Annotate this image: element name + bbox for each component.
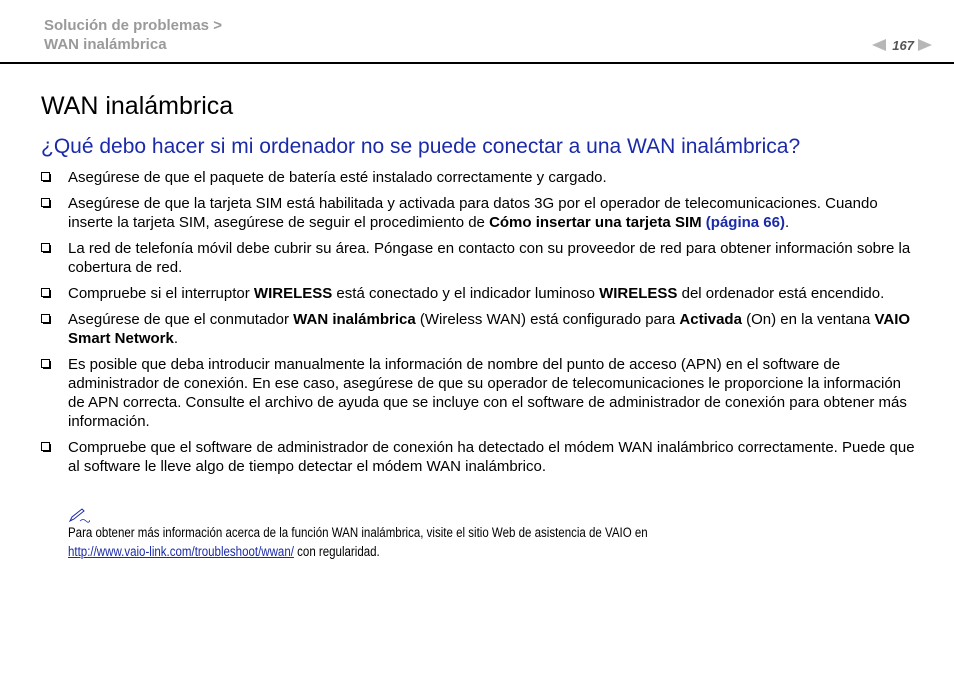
item-bold: Cómo insertar una tarjeta SIM <box>489 214 702 231</box>
item-text: Asegúrese de que el paquete de batería esté instalado correctamente y cargado. <box>68 169 607 186</box>
item-text: Es posible que deba introducir manualmente la información de nombre del punto de acceso (APN) en el software de administrador de conexión. En ese caso, asegúrese de que su operador de telecomunicaciones le proporcione la información de APN correcta. Consulte el archivo de ayuda que se incluye con el software de administrador de conexión para obtener más información. <box>68 356 907 430</box>
item-text: Compruebe si el interruptor <box>68 285 254 302</box>
header-divider <box>0 62 954 64</box>
note-line <box>68 542 722 561</box>
item-text: Asegúrese de que el conmutador <box>68 311 294 328</box>
list-item <box>41 355 921 431</box>
question-heading: ¿Qué debo hacer si mi ordenador no se puede conectar a una WAN inalámbrica? <box>41 135 801 158</box>
note-text: Para obtener más información acerca de la función WAN inalámbrica, visite el sitio Web de asistencia de VAIO en <box>68 525 648 540</box>
checkbox-bullet-icon <box>41 172 50 181</box>
item-bold: WIRELESS <box>253 285 333 302</box>
checkbox-bullet-icon <box>41 243 50 252</box>
checkbox-bullet-icon <box>41 442 50 451</box>
item-text: está conectado y el indicador luminoso <box>332 285 600 302</box>
item-bold: VAIO Smart Network <box>68 311 911 347</box>
next-page-arrow-icon[interactable] <box>918 39 932 51</box>
item-bold: WIRELESS <box>599 285 678 302</box>
item-text: Asegúrese de que la tarjeta SIM está habilitada y activada para datos 3G por el operador de telecomunicaciones. Cuando inserte la tarjeta SIM, asegúrese de seguir el procedimiento de <box>68 195 878 231</box>
list-item <box>41 438 921 476</box>
item-text: Compruebe que el software de administrador de conexión ha detectado el módem WAN inalámbrico correctamente. Puede que al software le lleve algo de tiempo detectar el módem WAN inalámbrico. <box>68 439 915 475</box>
checkbox-bullet-icon <box>41 198 50 207</box>
item-text: (Wireless WAN) está configurado para <box>415 311 680 328</box>
pencil-note-icon <box>68 507 90 523</box>
list-item <box>41 168 921 187</box>
checkbox-bullet-icon <box>41 359 50 368</box>
previous-page-arrow-icon[interactable] <box>872 39 886 51</box>
checkbox-bullet-icon <box>41 288 50 297</box>
list-item <box>41 284 921 303</box>
item-bold: Activada <box>679 311 742 328</box>
breadcrumb <box>44 16 222 54</box>
item-text: del ordenador está encendido. <box>677 285 885 302</box>
page-link[interactable]: (página 66) <box>705 214 785 231</box>
note-block <box>68 507 828 561</box>
page-navigation <box>872 36 932 54</box>
list-item <box>41 194 921 232</box>
item-text: La red de telefonía móvil debe cubrir su área. Póngase en contacto con su proveedor de red para obtener información sobre la cobertura de red. <box>68 240 911 276</box>
checkbox-bullet-icon <box>41 314 50 323</box>
item-text: (On) en la ventana <box>741 311 875 328</box>
list-item <box>41 239 921 277</box>
item-text: . <box>784 214 790 231</box>
checklist <box>41 168 921 483</box>
list-item <box>41 310 921 348</box>
page-number: 167 <box>892 37 914 53</box>
note-line <box>68 523 722 542</box>
breadcrumb-current: WAN inalámbrica <box>44 36 167 53</box>
note-text: con regularidad. <box>293 544 380 559</box>
support-url-link[interactable]: http://www.vaio-link.com/troubleshoot/wwan/ <box>68 544 294 559</box>
item-text: . <box>173 330 179 347</box>
page-title: WAN inalámbrica <box>41 92 234 120</box>
breadcrumb-section[interactable]: Solución de problemas > <box>44 17 222 34</box>
item-bold: WAN inalámbrica <box>293 311 416 328</box>
